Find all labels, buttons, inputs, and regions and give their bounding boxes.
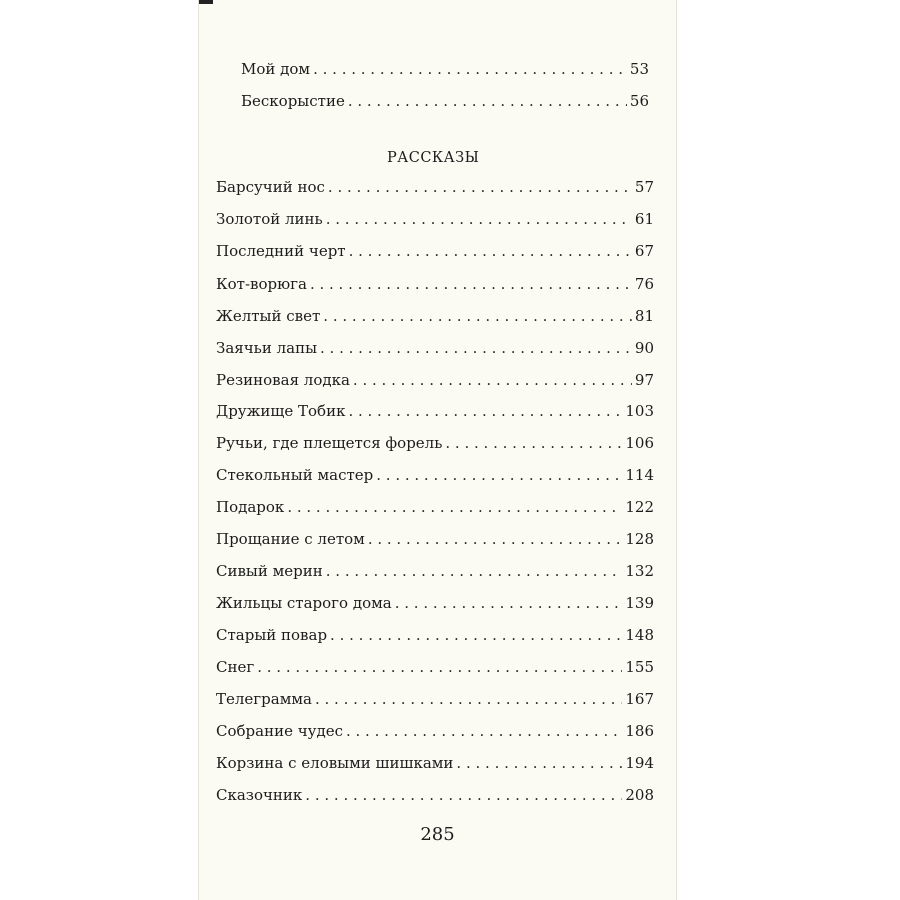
toc-leader-dots — [349, 239, 632, 263]
toc-entry-page: 81 — [634, 307, 654, 325]
toc-entry-page: 148 — [625, 626, 654, 644]
toc-entry-page: 122 — [625, 498, 654, 516]
toc-entry — [216, 239, 654, 263]
toc-leader-dots — [305, 783, 622, 807]
toc-leader-dots — [326, 207, 632, 231]
toc-entry-title: Собрание чудес — [216, 722, 343, 740]
toc-entry-page: 53 — [629, 60, 649, 78]
toc-leader-dots — [320, 336, 632, 360]
toc-leader-dots — [328, 175, 632, 199]
toc-entry-page: 155 — [625, 658, 654, 676]
toc-entry-title: Сивый мерин — [216, 562, 323, 580]
toc-entry-title: Прощание с летом — [216, 530, 365, 548]
toc-leader-dots — [395, 591, 623, 615]
toc-entry-title: Телеграмма — [216, 690, 312, 708]
toc-entry — [216, 399, 654, 423]
toc-entry — [216, 687, 654, 711]
toc-entry-title: Снег — [216, 658, 255, 676]
toc-entry — [216, 272, 654, 296]
toc-entry — [216, 304, 654, 328]
toc-leader-dots — [315, 687, 622, 711]
toc-leader-dots — [330, 623, 622, 647]
toc-leader-dots — [346, 719, 622, 743]
toc-entry-title: Подарок — [216, 498, 285, 516]
section-heading: РАССКАЗЫ — [387, 150, 480, 166]
toc-entry — [241, 89, 649, 113]
toc-entry — [216, 591, 654, 615]
toc-entry-title: Барсучий нос — [216, 178, 325, 196]
toc-leader-dots — [368, 527, 623, 551]
toc-leader-dots — [376, 463, 622, 487]
toc-entry-title: Сказочник — [216, 786, 303, 804]
toc-leader-dots — [348, 399, 622, 423]
toc-entry-page: 61 — [634, 210, 654, 228]
toc-leader-dots — [353, 368, 632, 392]
toc-entry-title: Бескорыстие — [241, 92, 345, 110]
toc-entry-page: 132 — [625, 562, 654, 580]
toc-entry-page: 67 — [634, 242, 654, 260]
toc-entry — [216, 368, 654, 392]
toc-entry — [216, 207, 654, 231]
toc-leader-dots — [456, 751, 622, 775]
toc-entry-title: Золотой линь — [216, 210, 323, 228]
toc-entry-page: 208 — [625, 786, 654, 804]
page-corner-mark — [199, 0, 213, 4]
toc-entry — [216, 559, 654, 583]
toc-leader-dots — [257, 655, 622, 679]
toc-entry — [216, 175, 654, 199]
toc-entry — [241, 57, 649, 81]
toc-entry-title: Резиновая лодка — [216, 371, 350, 389]
toc-entry-page: 114 — [625, 466, 654, 484]
toc-entry-title: Ручьи, где плещется форель — [216, 434, 443, 452]
toc-entry-page: 76 — [634, 275, 654, 293]
toc-entry — [216, 431, 654, 455]
toc-entry-page: 97 — [634, 371, 654, 389]
toc-entry-page: 90 — [634, 339, 654, 357]
toc-leader-dots — [313, 57, 627, 81]
toc-entry-page: 167 — [625, 690, 654, 708]
toc-entry-page: 103 — [625, 402, 654, 420]
toc-entry-title: Последний черт — [216, 242, 346, 260]
toc-entry — [216, 719, 654, 743]
toc-entry-title: Желтый свет — [216, 307, 321, 325]
toc-entry-title: Дружище Тобик — [216, 402, 346, 420]
toc-leader-dots — [310, 272, 632, 296]
toc-entry-page: 186 — [625, 722, 654, 740]
toc-entry — [216, 336, 654, 360]
page-number: 285 — [420, 824, 455, 845]
toc-entry-title: Старый повар — [216, 626, 328, 644]
toc-entry-page: 106 — [625, 434, 654, 452]
toc-entry — [216, 655, 654, 679]
book-page — [198, 0, 677, 900]
toc-entry-title: Стекольный мастер — [216, 466, 374, 484]
toc-entry-page: 128 — [625, 530, 654, 548]
toc-leader-dots — [326, 559, 623, 583]
toc-leader-dots — [287, 495, 622, 519]
toc-entry-page: 139 — [625, 594, 654, 612]
toc-entry-title: Заячьи лапы — [216, 339, 318, 357]
toc-entry — [216, 527, 654, 551]
toc-entry — [216, 783, 654, 807]
toc-entry — [216, 751, 654, 775]
toc-entry-page: 194 — [625, 754, 654, 772]
toc-leader-dots — [348, 89, 627, 113]
toc-leader-dots — [323, 304, 632, 328]
toc-entry — [216, 623, 654, 647]
toc-entry-page: 56 — [629, 92, 649, 110]
toc-entry-title: Жильцы старого дома — [216, 594, 392, 612]
toc-entry-title: Корзина с еловыми шишками — [216, 754, 454, 772]
toc-entry-title: Мой дом — [241, 60, 311, 78]
toc-entry-title: Кот-ворюга — [216, 275, 307, 293]
toc-entry — [216, 463, 654, 487]
toc-leader-dots — [445, 431, 622, 455]
toc-entry — [216, 495, 654, 519]
toc-entry-page: 57 — [634, 178, 654, 196]
